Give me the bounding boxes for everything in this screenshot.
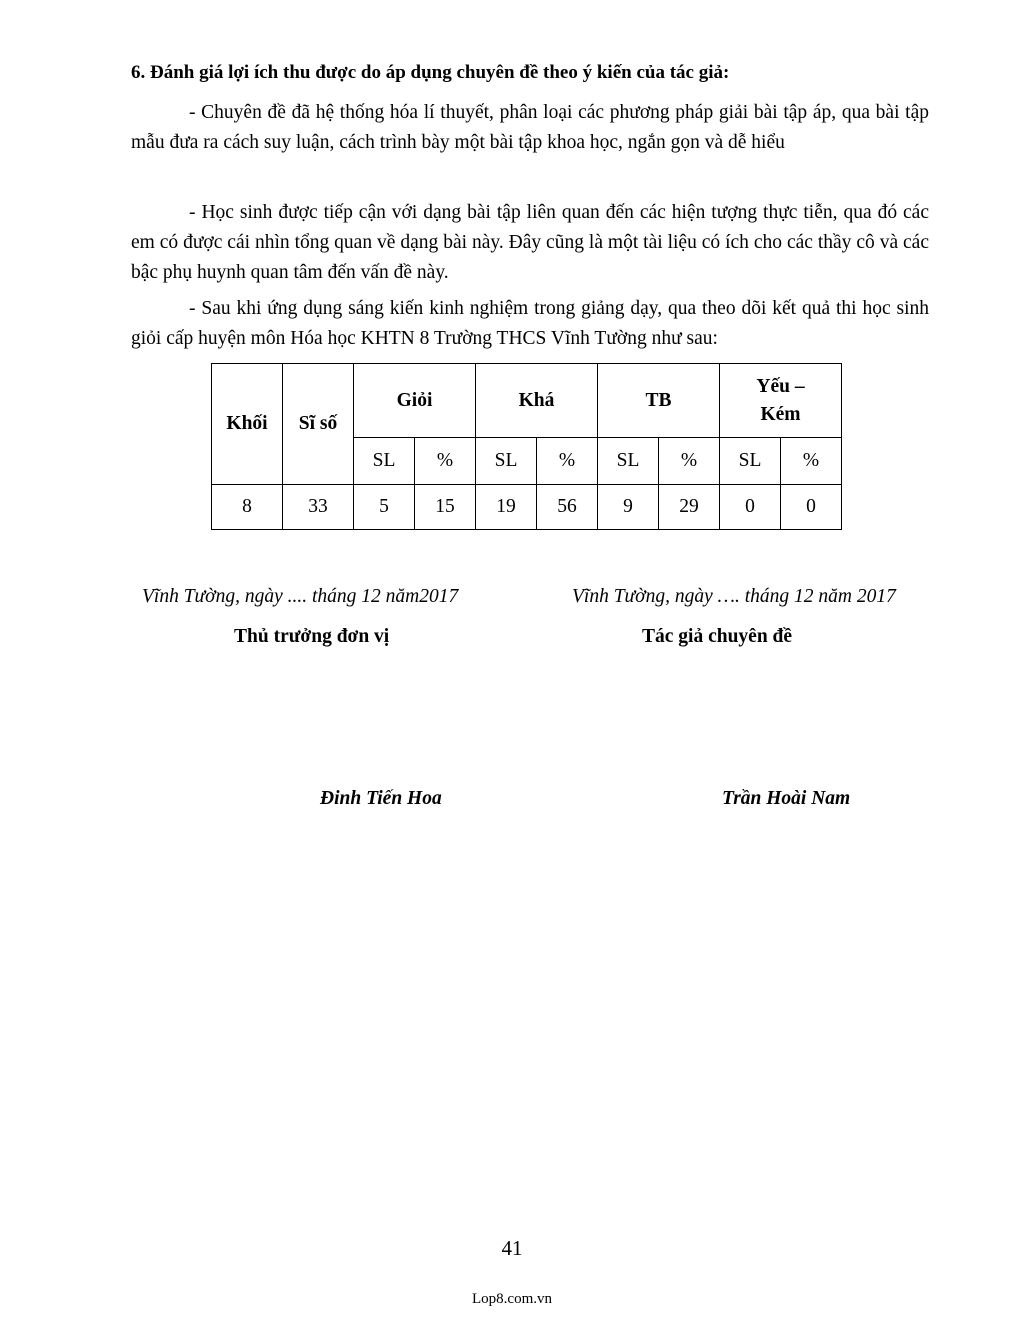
header-yeu-kem-label: Yếu – Kém bbox=[756, 375, 805, 425]
table-cell: 0 bbox=[720, 485, 781, 530]
table-cell: 0 bbox=[781, 485, 842, 530]
header-khoi: Khối bbox=[212, 364, 283, 485]
section-heading: 6. Đánh giá lợi ích thu được do áp dụng chuyên đề theo ý kiến của tác giả: bbox=[131, 62, 730, 83]
footer-source: Lop8.com.vn bbox=[472, 1291, 552, 1307]
signature-date-right: Vĩnh Tường, ngày …. tháng 12 năm 2017 bbox=[572, 586, 896, 607]
subheader-cell: SL bbox=[720, 438, 781, 485]
subheader-cell: % bbox=[659, 438, 720, 485]
page-number: 41 bbox=[501, 1236, 523, 1260]
paragraph-3: - Sau khi ứng dụng sáng kiến kinh nghiệm trong giảng dạy, qua theo dõi kết quả thi học sinh giỏi cấp huyện môn Hóa học KHTN 8 Trường THCS Vĩnh Tường như sau: bbox=[131, 298, 929, 349]
signature-name-left: Đinh Tiến Hoa bbox=[320, 788, 442, 809]
table-cell: 8 bbox=[212, 485, 283, 530]
table-cell: 9 bbox=[598, 485, 659, 530]
header-kha: Khá bbox=[476, 364, 598, 438]
table-cell: 33 bbox=[283, 485, 354, 530]
table-cell: 56 bbox=[537, 485, 598, 530]
table-cell: 19 bbox=[476, 485, 537, 530]
signature-role-right: Tác giả chuyên đề bbox=[642, 626, 793, 647]
subheader-cell: % bbox=[537, 438, 598, 485]
table-header-row bbox=[212, 364, 842, 438]
subheader-cell: SL bbox=[354, 438, 415, 485]
header-tb: TB bbox=[598, 364, 720, 438]
results-table bbox=[211, 363, 842, 530]
table-cell: 5 bbox=[354, 485, 415, 530]
table-cell: 29 bbox=[659, 485, 720, 530]
header-yeu-kem bbox=[720, 364, 842, 438]
header-gioi: Giỏi bbox=[354, 364, 476, 438]
signature-role-left: Thủ trưởng đơn vị bbox=[234, 626, 390, 647]
subheader-cell: SL bbox=[476, 438, 537, 485]
subheader-cell: % bbox=[781, 438, 842, 485]
subheader-cell: % bbox=[415, 438, 476, 485]
table-row bbox=[212, 485, 842, 530]
signature-date-left: Vĩnh Tường, ngày .... tháng 12 năm2017 bbox=[142, 586, 459, 607]
subheader-cell: SL bbox=[598, 438, 659, 485]
paragraph-1: - Chuyên đề đã hệ thống hóa lí thuyết, phân loại các phương pháp giải bài tập áp, qua bài tập mẫu đưa ra cách suy luận, cách trình bày một bài tập khoa học, ngắn gọn và dễ hiểu bbox=[131, 102, 929, 153]
paragraph-2: - Học sinh được tiếp cận với dạng bài tập liên quan đến các hiện tượng thực tiễn, qua đó các em có được cái nhìn tổng quan về dạng bài này. Đây cũng là một tài liệu có ích cho các thầy cô và các bậc phụ huynh quan tâm đến vấn đề này. bbox=[131, 202, 929, 283]
table-cell: 15 bbox=[415, 485, 476, 530]
header-si-so: Sĩ số bbox=[283, 364, 354, 485]
signature-name-right: Trần Hoài Nam bbox=[722, 788, 851, 809]
